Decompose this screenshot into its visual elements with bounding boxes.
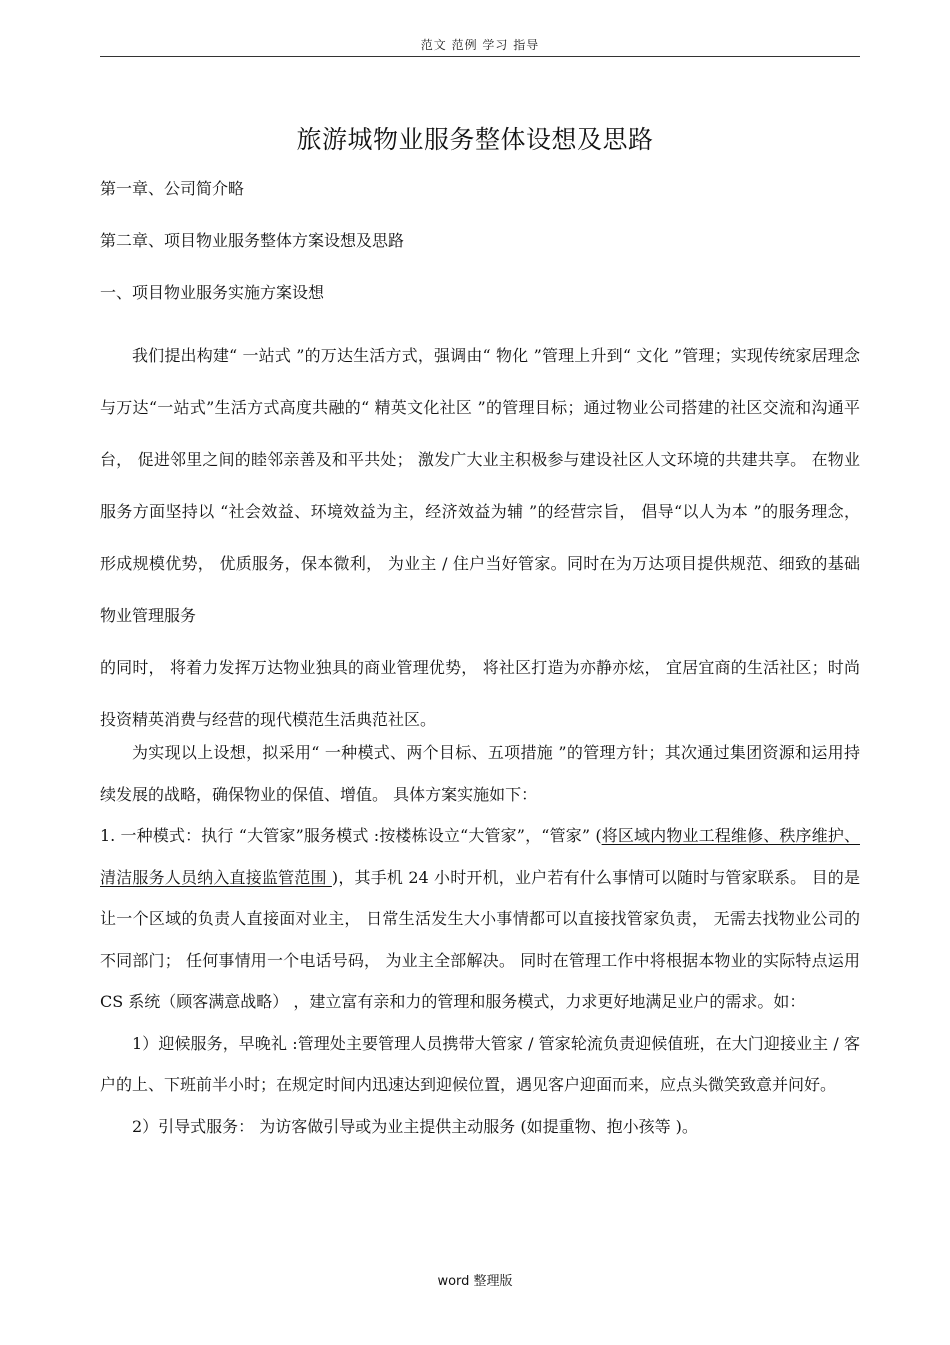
page-footer: word 整理版 xyxy=(437,1274,513,1289)
item-1-lead: 1. 一种模式：执行 “大管家”服务模式 :按楼栋设立“大管家”，“管家” ( xyxy=(100,826,602,845)
section-1-heading: 一、项目物业服务实施方案设想 xyxy=(100,283,325,302)
item-1-sub-1: 1）迎候服务，早晚礼 :管理处主要管理人员携带大管家 / 管家轮流负责迎候值班，在大门迎接业主 / 客户的上、下班前半小时；在规定时间内迅速达到迎候位置，遇见客户迎面而来，应点头微笑致意并问好。 xyxy=(100,1033,860,1094)
paragraph-intro-part1: 我们提出构建“ 一站式 ”的万达生活方式，强调由“ 物化 ”管理上升到“ 文化 ”管理；实现传统家居理念与万达“一站式”生活方式高度共融的“ 精英文化社区 ”的管理目标；通过物业公司搭建的社区交流和沟通平台， 促进邻里之间的睦邻亲善及和平共处； 激发广大业主积极参与建设社区人文环境的共建共享。 在物业服务方面坚持以 “社会效益、环境效益为主，经济效益为辅 ”的经营宗旨， 倡导“以人为本 ”的服务理念， 形成规模优势， 优质服务，保本微利， 为业主 / 住户当好管家。同时在为万达项目提供规范、细致的基础物业管理服务 xyxy=(100,346,860,625)
paragraph-intro-part2: 的同时， 将着力发挥万达物业独具的商业管理优势， 将社区打造为亦静亦炫， 宜居宜商的生活社区；时尚投资精英消费与经营的现代模范生活典范社区。 xyxy=(100,658,860,729)
paragraph-plan-text: 为实现以上设想，拟采用“ 一种模式、两个目标、五项措施 ”的管理方针；其次通过集团资源和运用持续发展的战略，确保物业的保值、增值。 具体方案实施如下： xyxy=(100,743,860,804)
page-header: 范文 范例 学习 指导 xyxy=(100,36,860,57)
chapter-1-heading: 第一章、公司简介略 xyxy=(100,179,245,198)
document-title: 旅游城物业服务整体设想及思路 xyxy=(296,125,654,154)
chapter-2-heading: 第二章、项目物业服务整体方案设想及思路 xyxy=(100,231,405,250)
item-1-sub-2: 2）引导式服务： 为访客做引导或为业主提供主动服务 (如提重物、抱小孩等 )。 xyxy=(132,1116,698,1136)
paragraph-plan xyxy=(100,732,860,1147)
item-1-rest: )，其手机 24 小时开机，业户若有什么事情可以随时与管家联系。 目的是让一个区域的负责人直接面对业主， 日常生活发生大小事情都可以直接找管家负责， 无需去找物业公司的不同部门； 任何事情用一个电话号码， 为业主全部解决。 同时在管理工作中将根据本物业的实际特点运用 CS 系统（顾客满意战略） ，建立富有亲和力的管理和服务模式，力求更好地满足业户的需求。如： xyxy=(100,867,860,1011)
item-1-underlined-scope: 将区域内物业工程维修、秩序维护、清洁服务人员纳入直接监管范围 xyxy=(100,826,860,887)
paragraph-intro xyxy=(100,330,860,746)
item-1-mode xyxy=(100,815,860,1023)
